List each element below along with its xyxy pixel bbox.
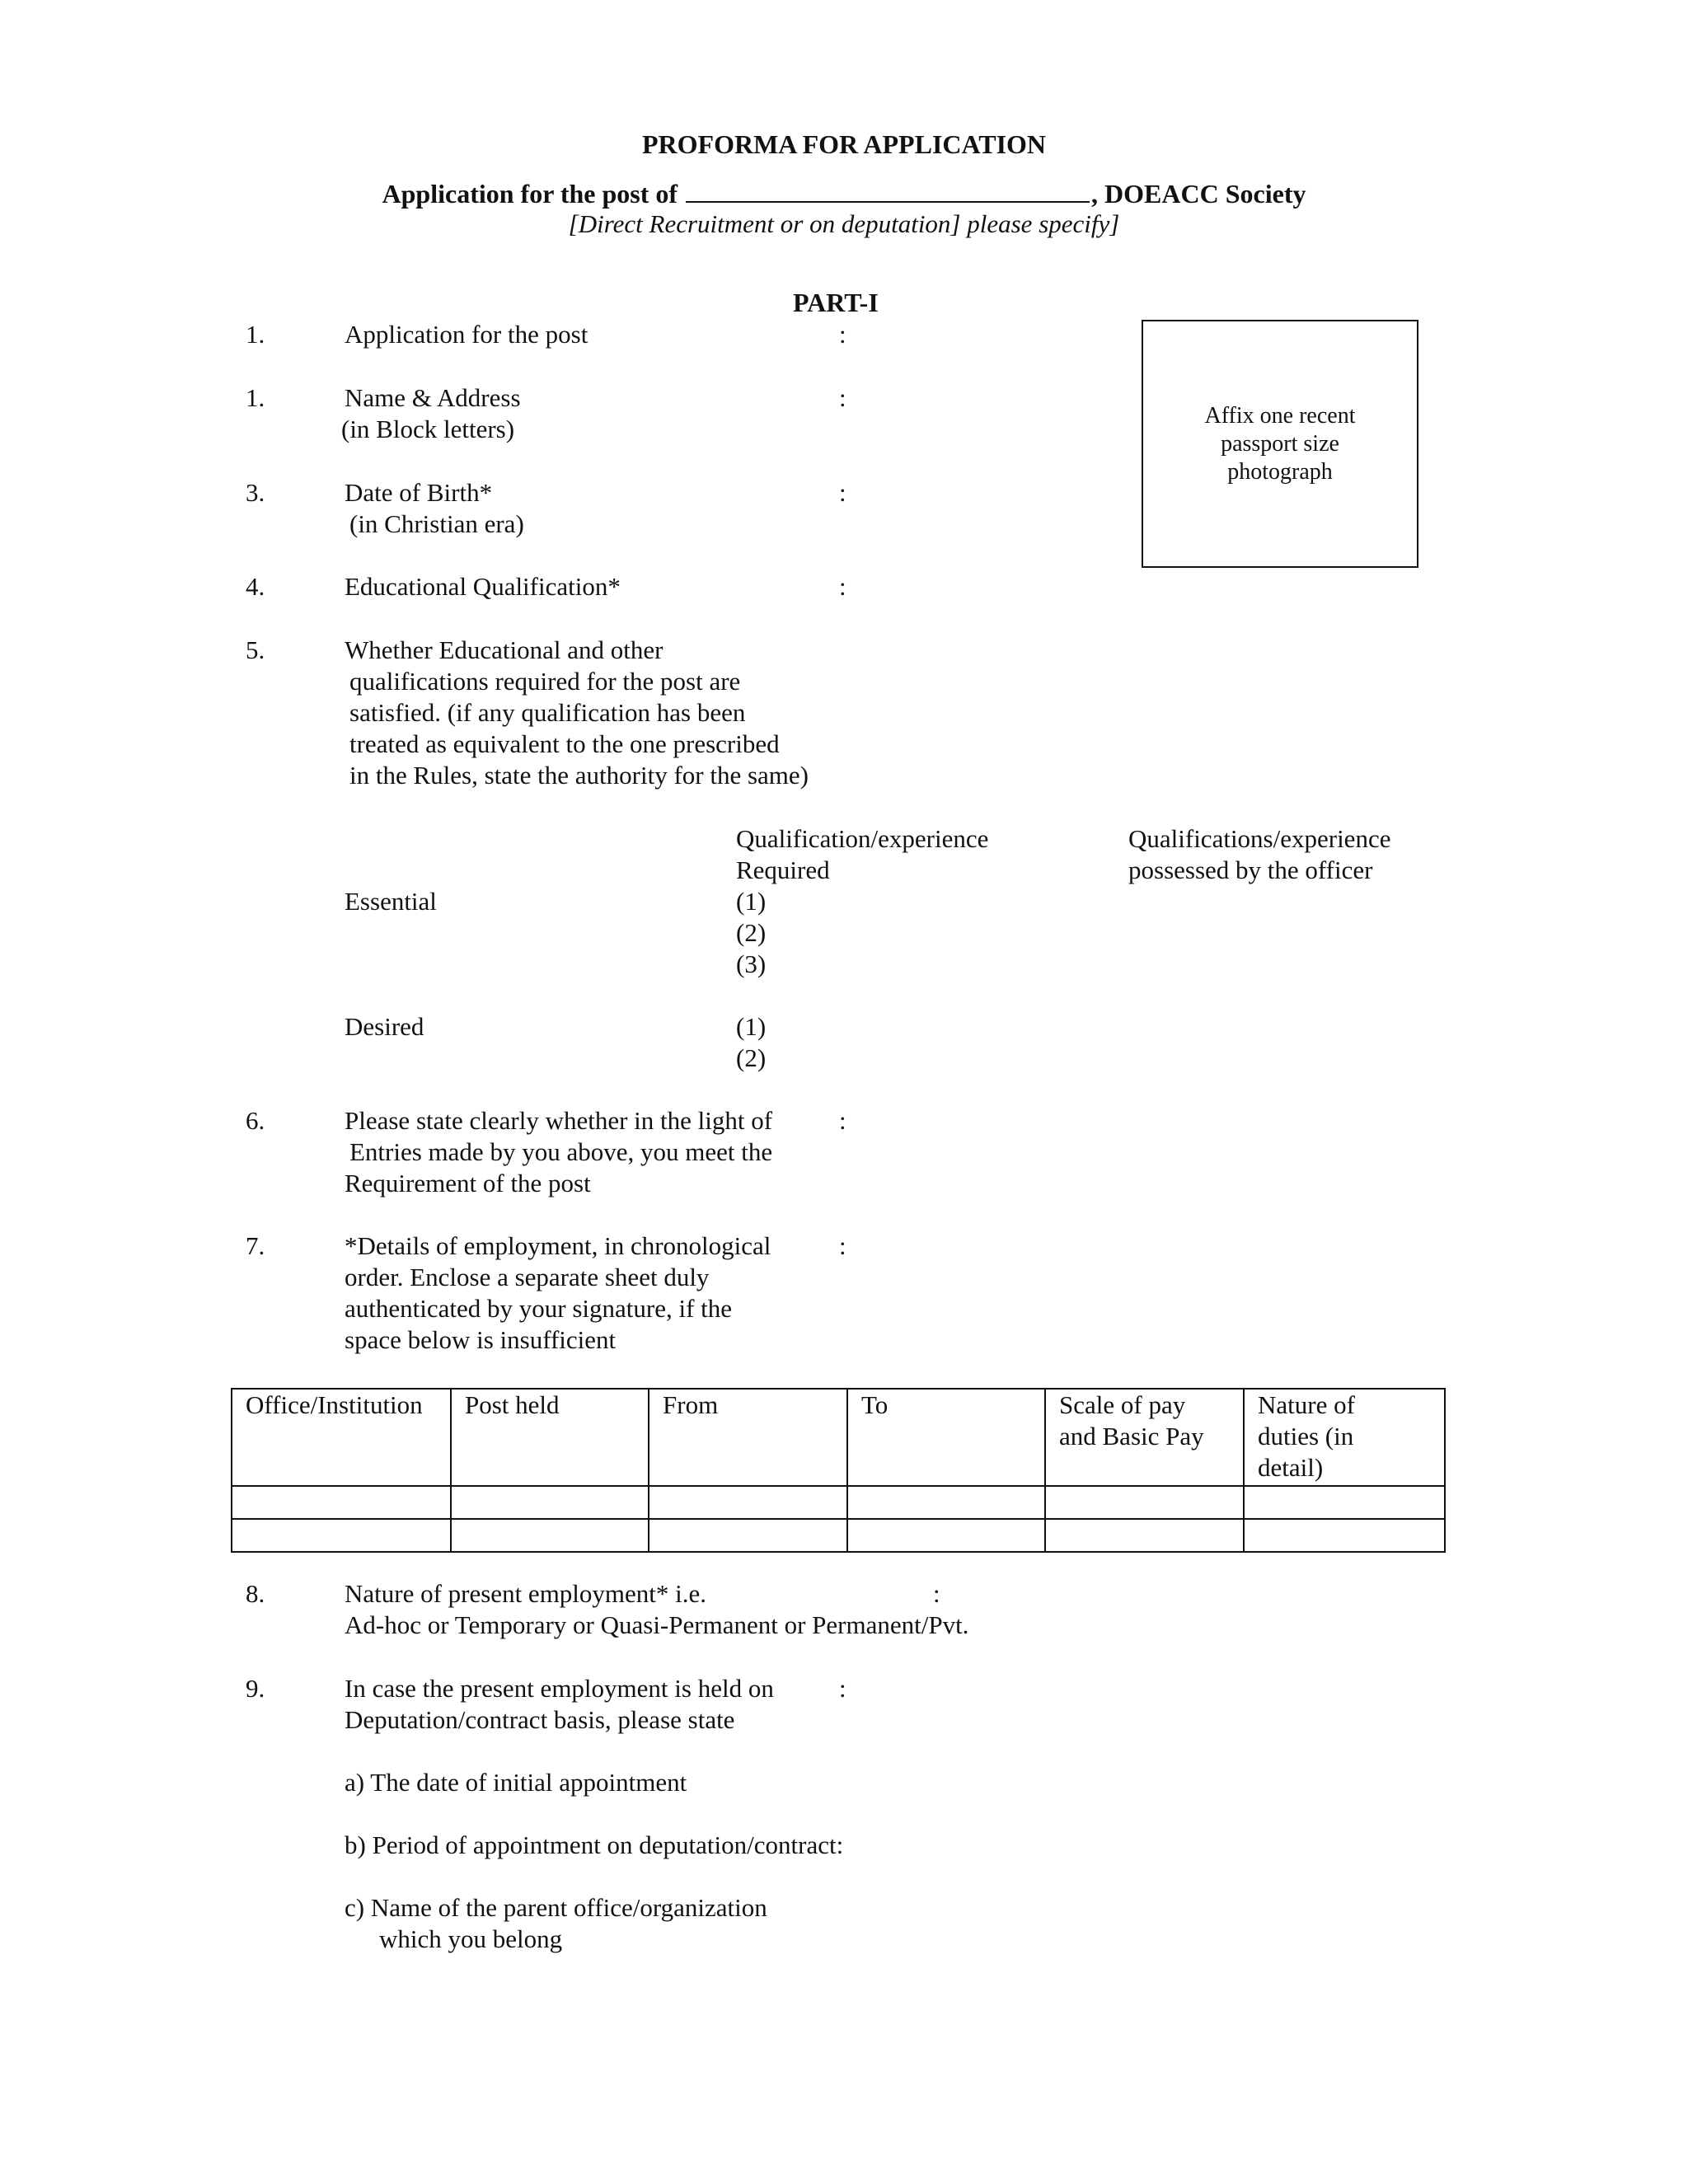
col-header-post-held: Post held — [451, 1389, 649, 1486]
table-cell[interactable] — [1244, 1519, 1445, 1552]
item9-line: In case the present employment is held on — [345, 1674, 774, 1703]
item8-line: Nature of present employment* i.e. — [345, 1579, 707, 1608]
item6-line: Requirement of the post — [345, 1169, 591, 1197]
post-prefix: Application for the post of — [382, 179, 678, 209]
item-number: 3. — [246, 478, 265, 507]
table-cell[interactable] — [649, 1519, 847, 1552]
item-label-name-address: Name & Address — [345, 383, 521, 412]
form-title: PROFORMA FOR APPLICATION — [641, 129, 1047, 159]
essential-item: (1) — [736, 887, 767, 916]
item5-line: Whether Educational and other — [345, 635, 663, 664]
item6-line: Entries made by you above, you meet the — [349, 1137, 773, 1166]
desired-item: (2) — [736, 1043, 767, 1072]
table-cell[interactable] — [232, 1486, 451, 1519]
item-sublabel: (in Block letters) — [341, 415, 515, 443]
table-row — [232, 1519, 1445, 1552]
item-colon: : — [839, 478, 846, 507]
table-cell[interactable] — [847, 1519, 1045, 1552]
item-label-education: Educational Qualification* — [345, 572, 621, 601]
item-label-post: Application for the post — [345, 320, 588, 349]
item7-line: space below is insufficient — [345, 1325, 617, 1354]
essential-item: (3) — [736, 949, 767, 978]
desired-label: Desired — [345, 1012, 424, 1041]
table-cell[interactable] — [232, 1519, 451, 1552]
item8-line: Ad-hoc or Temporary or Quasi-Permanent or Permanent/Pvt. — [345, 1610, 969, 1639]
col-header-office: Office/Institution — [232, 1389, 451, 1486]
item9-sub-b: b) Period of appointment on deputation/contract: — [345, 1830, 844, 1859]
item6-line: Please state clearly whether in the light of — [345, 1106, 773, 1135]
item-colon: : — [839, 1674, 846, 1703]
table-cell[interactable] — [451, 1519, 649, 1552]
table-cell[interactable] — [1045, 1486, 1244, 1519]
item9-sub-a: a) The date of initial appointment — [345, 1768, 687, 1797]
required-header: Qualification/experience — [736, 824, 989, 853]
item-colon: : — [839, 383, 846, 412]
possessed-header: possessed by the officer — [1128, 855, 1373, 884]
item7-line: *Details of employment, in chronological — [345, 1231, 771, 1260]
col-header-to: To — [847, 1389, 1045, 1486]
post-name-blank[interactable] — [686, 176, 1090, 203]
item-colon: : — [839, 1231, 846, 1260]
item9-sub-c-cont: which you belong — [379, 1924, 563, 1953]
item5-line: treated as equivalent to the one prescribed — [349, 729, 780, 758]
item-number: 6. — [246, 1106, 265, 1135]
post-suffix: , DOEACC Society — [1091, 179, 1306, 209]
essential-item: (2) — [736, 918, 767, 947]
item7-line: authenticated by your signature, if the — [345, 1294, 733, 1323]
table-cell[interactable] — [1045, 1519, 1244, 1552]
employment-table — [231, 1388, 1446, 1553]
item-number: 4. — [246, 572, 265, 601]
item-colon: : — [839, 572, 846, 601]
required-header: Required — [736, 855, 830, 884]
table-cell[interactable] — [847, 1486, 1045, 1519]
item-number: 1. — [246, 383, 265, 412]
part-label: PART-I — [793, 288, 879, 317]
photo-placeholder-box[interactable] — [1142, 320, 1418, 568]
col-header-scale-of-pay: Scale of pay and Basic Pay — [1045, 1389, 1244, 1486]
item5-line: satisfied. (if any qualification has been — [349, 698, 746, 727]
item-number: 9. — [246, 1674, 265, 1703]
possessed-header: Qualifications/experience — [1128, 824, 1391, 853]
post-line — [0, 176, 1688, 209]
item5-line: in the Rules, state the authority for the same) — [349, 761, 809, 790]
table-cell[interactable] — [451, 1486, 649, 1519]
item-number: 5. — [246, 635, 265, 664]
item-colon: : — [839, 1106, 846, 1135]
specify-note: [Direct Recruitment or on deputation] please specify] — [568, 209, 1120, 238]
col-header-from: From — [649, 1389, 847, 1486]
photo-instruction: Affix one recent passport size photograph — [1204, 402, 1356, 485]
item-number: 1. — [246, 320, 265, 349]
table-row — [232, 1486, 1445, 1519]
essential-label: Essential — [345, 887, 437, 916]
item5-line: qualifications required for the post are — [349, 667, 741, 696]
desired-item: (1) — [736, 1012, 767, 1041]
item-colon: : — [839, 320, 846, 349]
item-sublabel: (in Christian era) — [349, 509, 524, 538]
table-cell[interactable] — [649, 1486, 847, 1519]
item7-line: order. Enclose a separate sheet duly — [345, 1263, 710, 1291]
table-cell[interactable] — [1244, 1486, 1445, 1519]
col-header-nature-of-duties: Nature of duties (in detail) — [1244, 1389, 1445, 1486]
item-label-dob: Date of Birth* — [345, 478, 493, 507]
item-number: 7. — [246, 1231, 265, 1260]
item-colon: : — [933, 1579, 940, 1608]
item9-sub-c: c) Name of the parent office/organization — [345, 1893, 767, 1922]
item9-line: Deputation/contract basis, please state — [345, 1705, 735, 1734]
item-number: 8. — [246, 1579, 265, 1608]
table-header-row — [232, 1389, 1445, 1486]
